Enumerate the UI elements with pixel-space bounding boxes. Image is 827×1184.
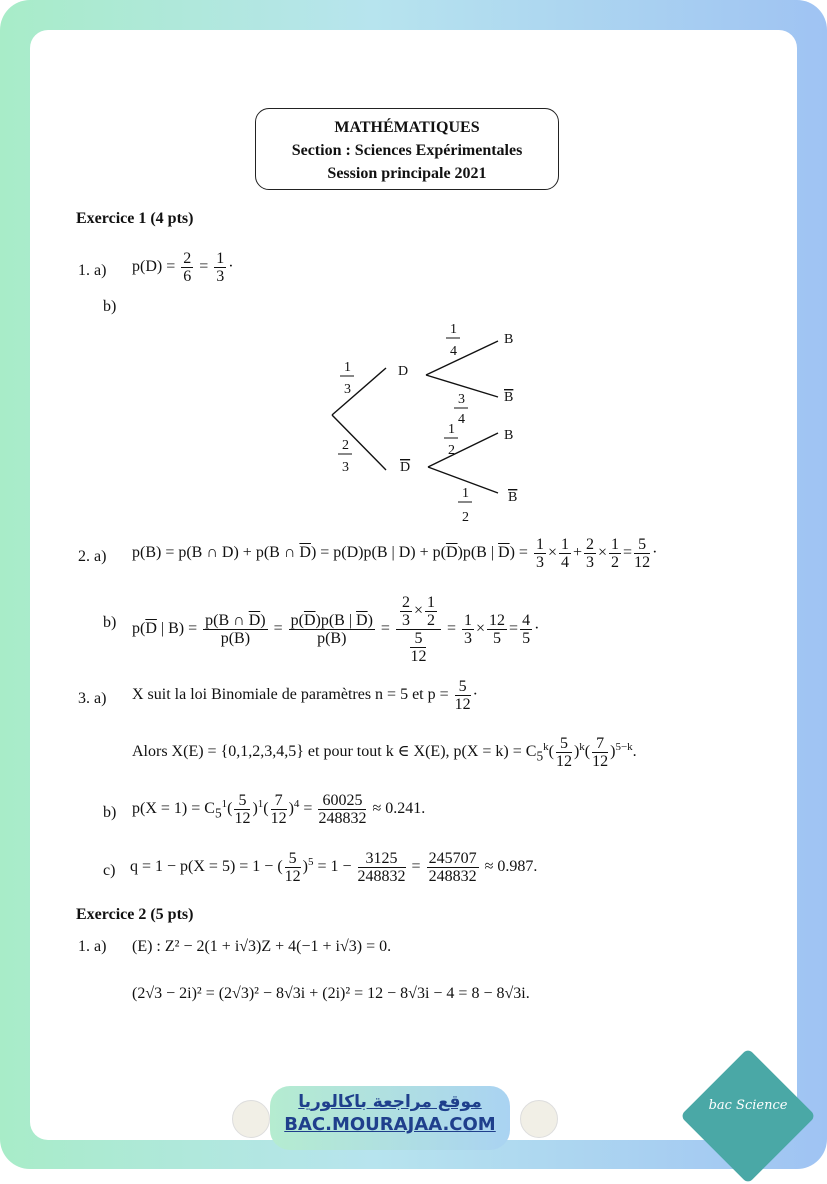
node-bbar-2: B <box>508 490 518 505</box>
prob-dbar-den: 3 <box>342 460 349 475</box>
prob-b-dbar-den: 2 <box>448 443 455 458</box>
prob-bbar-dbar-num: 1 <box>462 486 469 501</box>
node-bbar-1: B <box>504 390 514 405</box>
q3a-label: 3. a) <box>78 690 107 707</box>
q3b-label: b) <box>103 804 117 821</box>
q1a-label: 1. a) <box>78 262 107 279</box>
q1a-formula: p(D) = $\frac{2}{6}$ = $\frac{1}{3}$ · <box>132 250 234 285</box>
footer-url-link[interactable]: BAC.MOURAJAA.COM <box>284 1114 496 1135</box>
exercise-1-title: Exercice 1 (4 pts) <box>76 210 194 227</box>
footer-arabic-title: موقع مراجعة باكالوريا <box>298 1092 482 1112</box>
q2b-label: b) <box>103 614 117 631</box>
prob-b-dbar-num: 1 <box>448 422 455 437</box>
header-section: Section : Sciences Expérimentales <box>291 142 523 159</box>
prob-bbar-dbar-den: 2 <box>462 510 469 525</box>
prob-d-den: 3 <box>344 382 351 397</box>
prob-bbar-d-den: 4 <box>458 412 465 427</box>
header-subject: MATHÉMATIQUES <box>334 119 480 136</box>
q3c-formula: q = 1 − p(X = 5) = 1 − ( $\frac{5}{12}$ )$^5$ = 1 − $\frac{3125}{248832}$ = $\frac{245707}{248832}$ ≈ 0.987. <box>130 850 538 885</box>
bac-science-logo-text: bac Science <box>708 1098 788 1113</box>
q1b-label: b) <box>103 298 117 315</box>
node-d: D <box>398 364 409 379</box>
ex2-q1a-label: 1. a) <box>78 938 107 955</box>
q3b-formula: $p(X = 1) = C_5^1$( $\frac{5}{12}$ )$^1$( $\frac{7}{12}$ )$^4$ = $\frac{60025}{248832}$ ≈ 0.241. <box>132 792 426 827</box>
node-dbar: D <box>400 460 411 475</box>
prob-dbar-num: 2 <box>342 438 349 453</box>
header-session: Session principale 2021 <box>327 165 487 182</box>
q3a-alors-text: Alors X(E) = {0,1,2,3,4,5} et pour tout k ∈ X(E), p(X = k) = C <box>132 743 537 761</box>
ex2-equation: (E) : Z² − 2(1 + i√3)Z + 4(−1 + i√3) = 0. <box>132 938 392 955</box>
prob-b-d-den: 4 <box>450 344 457 359</box>
ex2-computation: (2√3 − 2i)² = (2√3)² − 8√3i + (2i)² = 12 − 8√3i − 4 = 8 − 8√3i. <box>132 985 530 1002</box>
node-b-2: B <box>504 428 514 443</box>
footer-banner[interactable] <box>270 1086 510 1150</box>
footer-logo-left <box>232 1100 270 1138</box>
probability-tree <box>320 315 540 530</box>
prob-d-num: 1 <box>344 360 351 375</box>
q3a-text: X suit la loi Binomiale de paramètres n = 5 et p = $\frac{5}{12}$ · <box>132 678 478 713</box>
footer-logo-right <box>520 1100 558 1138</box>
q3c-result: ≈ 0.987. <box>484 858 538 876</box>
q3a-alors: Alors X(E) = {0,1,2,3,4,5} et pour tout k ∈ X(E), $p(X = k) = C_5^k$( $\frac{5}{12}$ )$^k$( $\frac{7}{12}$ )$^{5-k}$. <box>132 735 637 770</box>
q2a-formula: p(B) = p(B ∩ D) + p(B ∩ $\overline{D}) = p(D)p(B$ | $D) + p(\overline{D})p(B$ | $\overline{D}$) = $\frac{1}{3}$ × $\frac{1}{4}$ + $\frac{2}{3}$ × $\frac{1}{2}$ = $\frac{5}{12}$ · <box>132 536 658 571</box>
q3b-result: ≈ 0.241. <box>372 800 426 818</box>
node-b-1: B <box>504 332 514 347</box>
exam-header-box <box>255 108 559 190</box>
prob-b-d-num: 1 <box>450 322 457 337</box>
q2a-label: 2. a) <box>78 548 107 565</box>
exercise-2-title: Exercice 2 (5 pts) <box>76 906 194 923</box>
q2b-formula: $p(\overline{D}$ | B) = $\frac{p(B \cap \overline{D})}{p(B)}$ = $\frac{p(\overline{D})p(B | \overline{D})}{p(B)}$ = $\frac{2}{3}$ × $\frac{1}{2}$ $\frac{5}{12}$ = $\frac{1}{3}$ × $\frac{12}{5}$ = $\frac{4}{5}$ · <box>132 594 540 665</box>
document-page <box>30 30 797 1140</box>
prob-bbar-d-num: 3 <box>458 392 465 407</box>
q3c-label: c) <box>103 862 116 879</box>
q3a-sentence: X suit la loi Binomiale de paramètres n = 5 et p = <box>132 686 449 704</box>
